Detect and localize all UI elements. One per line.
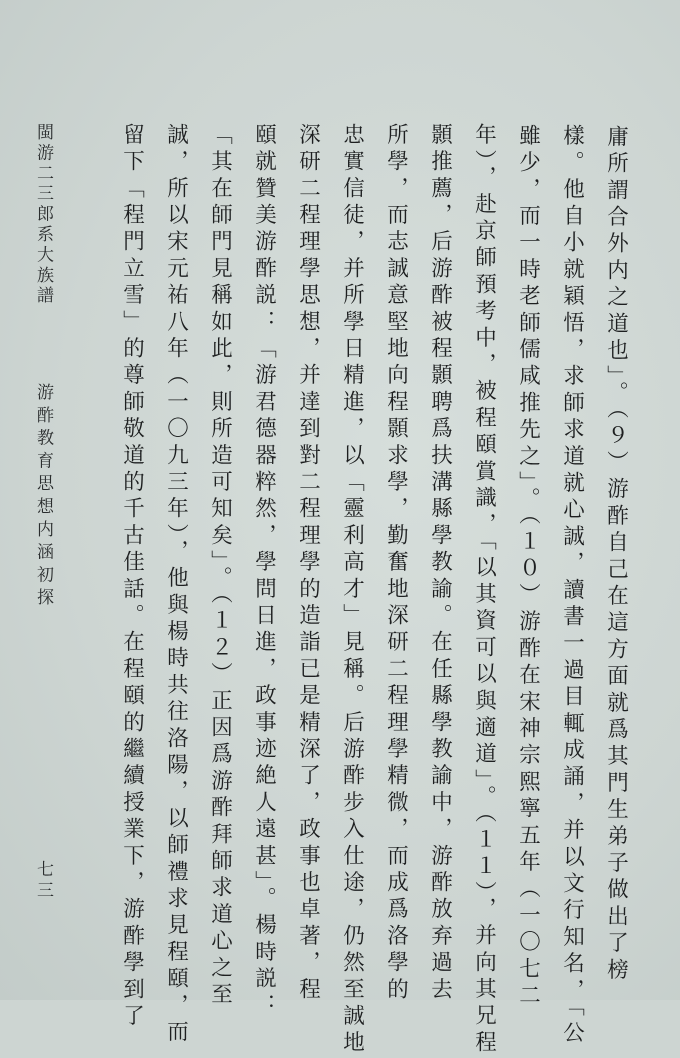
body-text-column: 頤就贊美游酢説：「游君德器粹然，學問日進，政事迹絶人遠甚」。楊時説： <box>251 123 277 1021</box>
running-header-book-title: 閩游二三郎系大族譜 <box>33 123 53 307</box>
running-header-section-title: 游酢教育思想内涵初探 <box>33 383 53 611</box>
body-text-column: 所學，而志誠意堅地向程顥求學，勤奮地深研二程理學精微，而成爲洛學的 <box>383 123 409 1005</box>
page-number: 七三 <box>33 860 53 902</box>
body-text-column: 庸所謂合外内之道也」。（９）游酢自己在這方面就爲其門生弟子做出了榜 <box>603 125 629 985</box>
body-text-column: 誠，所以宋元祐八年（一〇九三年），他與楊時共往洛陽，以師禮求見程頤，而 <box>163 123 189 1047</box>
body-text-column: 「其在師門見稱如此，則所造可知矣」。（１２）正因爲游酢拜師求道心之至 <box>207 123 233 1010</box>
body-text-column: 年），赴京師預考中，被程頤賞識，「以其資可以與適道」。（１１），并向其兄程 <box>471 123 497 1058</box>
body-text-column: 雖少，而一時老師儒咸推先之」。（１０）游酢在宋神宗熙寧五年（一〇七二 <box>515 124 541 1011</box>
body-text-column: 樣。他自小就穎悟，求師求道就心誠，讀書一過目輒成誦，并以文行知名，「公 <box>559 124 585 1048</box>
body-text-column: 深研二程理學思想，并達到對二程理學的造詣已是精深了，政事也卓著，程 <box>295 123 321 1005</box>
body-text-column: 留下「程門立雪」的尊師敬道的千古佳話。在程頤的繼續授業下，游酢學到了 <box>119 123 145 1031</box>
body-text-column: 忠實信徒，并所學日精進，以「靈利高才」見稱。后游酢步入仕途，仍然至誠地 <box>339 123 365 1058</box>
body-text-column: 顥推薦，后游酢被程顥聘爲扶溝縣學教諭。在任縣學教諭中，游酢放弃過去 <box>427 123 453 1005</box>
